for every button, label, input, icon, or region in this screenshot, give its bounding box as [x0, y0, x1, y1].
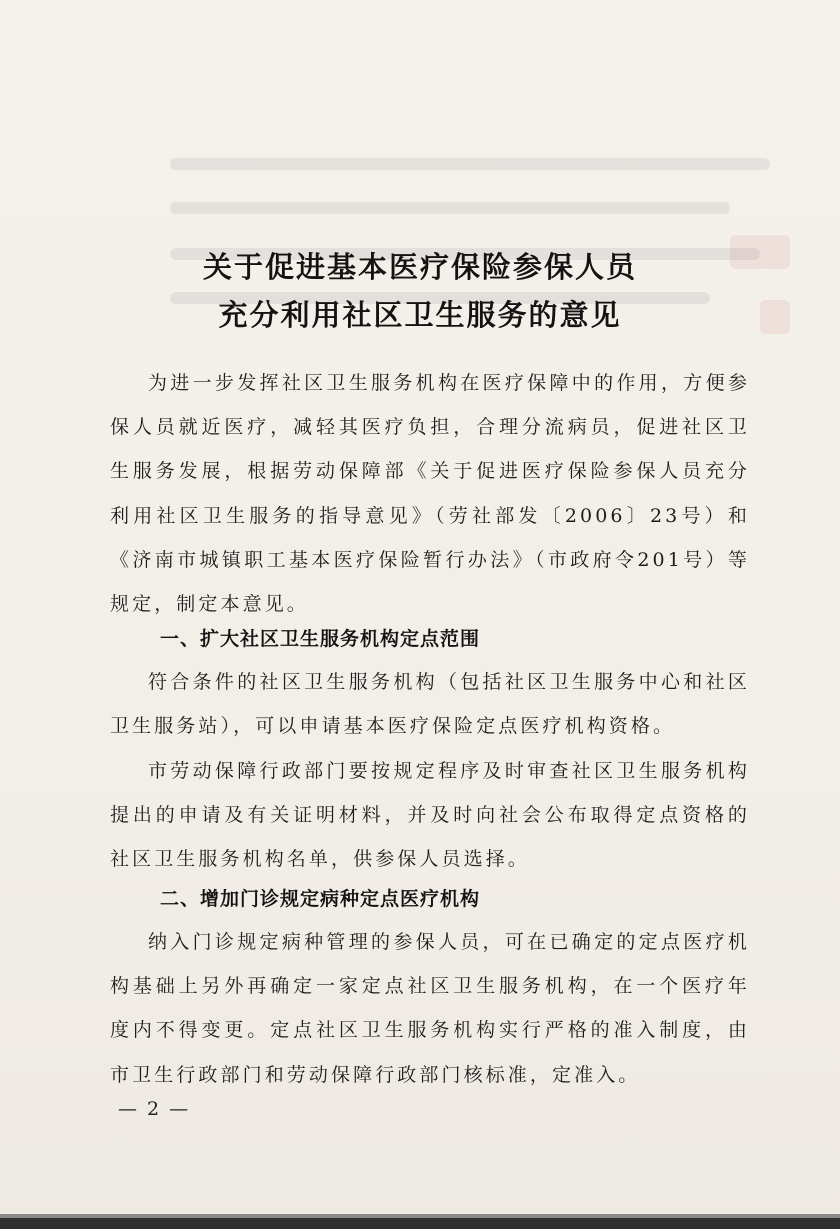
scan-bottom-edge: [0, 1214, 840, 1229]
section1-paragraph1: 符合条件的社区卫生服务机构（包括社区卫生服务中心和社区卫生服务站），可以申请基本医疗保险定点医疗机构资格。: [110, 671, 750, 738]
intro-paragraph: 为进一步发挥社区卫生服务机构在医疗保障中的作用，方便参保人员就近医疗，减轻其医疗负担，合理分流病员，促进社区卫生服务发展，根据劳动保障部《关于促进医疗保险参保人员充分利用社区卫生服务的指导意见》（劳社部发〔2006〕23号）和《济南市城镇职工基本医疗保险暂行办法》（市政府令201号）等规定，制定本意见。: [110, 372, 750, 616]
section1-heading: 一、扩大社区卫生服务机构定点范围: [160, 628, 481, 650]
page-number: — 2 —: [118, 1098, 191, 1120]
section2-heading: 二、增加门诊规定病种定点医疗机构: [160, 888, 481, 910]
section1-paragraph2: 市劳动保障行政部门要按规定程序及时审查社区卫生服务机构提出的申请及有关证明材料，并及时向社会公布取得定点资格的社区卫生服务机构名单，供参保人员选择。: [110, 760, 750, 871]
document-title-line1: 关于促进基本医疗保险参保人员: [202, 250, 637, 284]
section2-paragraph1: 纳入门诊规定病种管理的参保人员，可在已确定的定点医疗机构基础上另外再确定一家定点社区卫生服务机构，在一个医疗年度内不得变更。定点社区卫生服务机构实行严格的准入制度，由市卫生行政部门和劳动保障行政部门核标准，定准入。: [110, 931, 750, 1086]
document-title-line2: 充分利用社区卫生服务的意见: [218, 298, 622, 332]
